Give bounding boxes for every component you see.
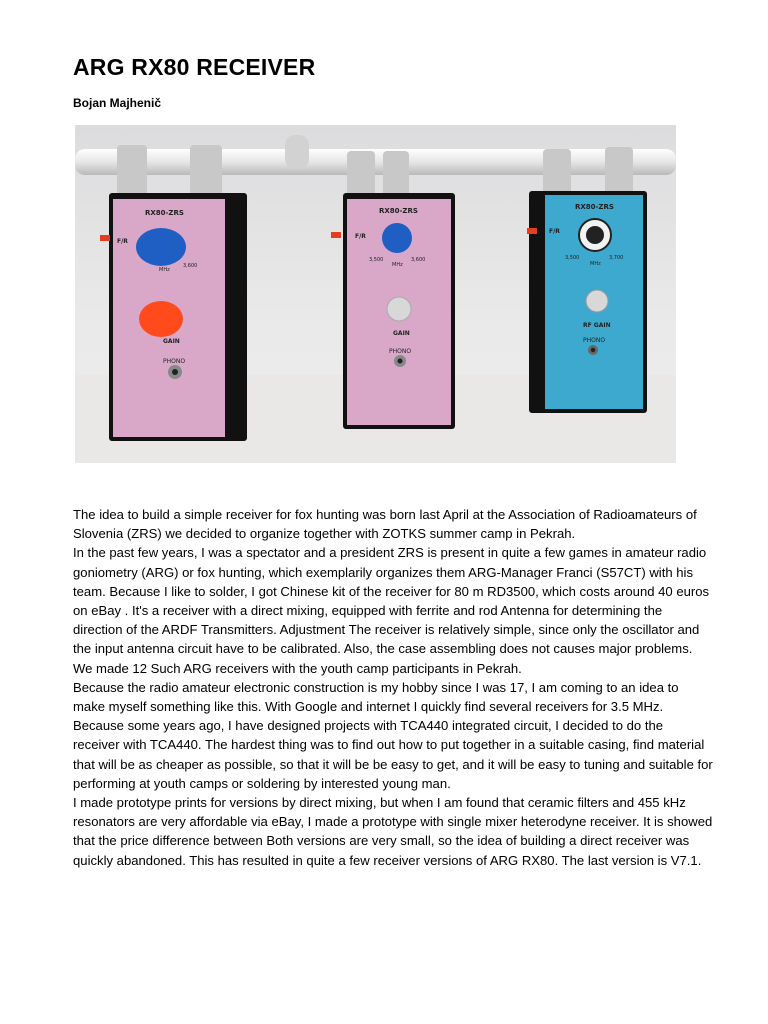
- receiver-1-freq-unit: MHz: [159, 267, 170, 273]
- receiver-2-phono-jack: [398, 359, 403, 364]
- receiver-1-switch-label: F/R: [117, 238, 128, 245]
- paragraph: I made prototype prints for versions by direct mixing, but when I am found that ceramic filters and 455 kHz resonators are very affordable via eBay, I made a prototype with single mixer heterodyne receiver. It is showed that the price difference between Both versions are very small, so the idea of building a direct receiver was quickly abandoned. This has resulted in quite a few receiver versions of ARG RX80. The last version is V7.1.: [73, 795, 713, 868]
- receivers-photo: [75, 125, 676, 463]
- author-name: Bojan Majhenič: [73, 96, 162, 110]
- receiver-3-freq-low: 3,500: [565, 255, 580, 261]
- receiver-1: [100, 193, 247, 441]
- paragraph: Because the radio amateur electronic construction is my hobby since I was 17, I am coming to an idea to make myself something like this. With Google and internet I quickly find several receivers for 3.5 MHz. Because some years ago, I have designed projects with TCA440 integrated circuit, I decided to do the receiver with TCA440. The hardest thing was to find out how to put together in a suitable casing, find material that will be as cheaper as possible, so that it will be be easy to get, and it will be easy to tuning and suitable for performing at youth camps or soldering by interested young man.: [73, 679, 713, 791]
- receiver-1-gain-knob: [139, 301, 183, 337]
- receiver-1-phono-jack: [172, 369, 178, 375]
- receiver-2-freq-high: 3,600: [411, 257, 426, 263]
- pipe-clamp: [190, 145, 222, 195]
- receiver-2-tuning-knob: [382, 223, 412, 253]
- receiver-3-phono-label: PHONO: [583, 337, 606, 344]
- receiver-2-freq-low: 3,500: [369, 257, 384, 263]
- receiver-2-switch-label: F/R: [355, 233, 366, 240]
- article-body: [73, 505, 713, 870]
- receiver-3-phono-jack: [591, 348, 595, 352]
- receiver-3-switch: [527, 228, 537, 234]
- pipe-clamp: [347, 151, 375, 197]
- page-title: ARG RX80 RECEIVER: [73, 54, 316, 80]
- receiver-2-gain-knob: [387, 297, 411, 321]
- pipe-clamp: [543, 149, 571, 195]
- receiver-1-phono-label: PHONO: [163, 358, 186, 365]
- receiver-2-gain-label: GAIN: [393, 330, 410, 337]
- antenna-pipe: [75, 149, 676, 175]
- receiver-1-tuning-knob: [136, 228, 186, 266]
- receiver-2-freq-unit: MHz: [392, 262, 403, 268]
- receiver-2-phono-label: PHONO: [389, 348, 412, 355]
- receiver-3-model: RX80-ZRS: [575, 203, 614, 211]
- receiver-3-gain-label: RF GAIN: [583, 322, 611, 329]
- receiver-1-freq-high: 3,600: [183, 263, 198, 269]
- receiver-1-gain-label: GAIN: [163, 338, 180, 345]
- paragraph: In the past few years, I was a spectator and a president ZRS is present in quite a few games in amateur radio goniometry (ARG) or fox hunting, which exemplarily organizes them ARG-Manager Franci (S57CT) with his team. Because I like to solder, I got Chinese kit of the receiver for 80 m RD3500, which costs around 40 euros on eBay . It's a receiver with a direct mixing, equipped with ferrite and rod Antenna for determining the direction of the ARDF Transmitters. Adjustment The receiver is relatively simple, since only the oscillator and the input antenna circuit have to be calibrated. Also, the case assembling does not causes major problems. We made 12 Such ARG receivers with the youth camp participants in Pekrah.: [73, 545, 710, 676]
- receiver-2-model: RX80-ZRS: [379, 207, 418, 215]
- receiver-3-tuning-knob: [586, 226, 604, 244]
- pipe-clamp: [605, 147, 633, 195]
- receiver-1-model: RX80-ZRS: [145, 209, 184, 217]
- receiver-3-freq-high: 3,700: [609, 255, 624, 261]
- receiver-3-freq-unit: MHz: [590, 261, 601, 267]
- receiver-1-switch: [100, 235, 110, 241]
- pipe-clamp: [117, 145, 147, 195]
- receiver-3: [527, 191, 647, 413]
- pipe-clamp: [383, 151, 409, 197]
- pipe-elbow: [285, 135, 309, 169]
- receiver-3-switch-label: F/R: [549, 228, 560, 235]
- receiver-2-switch: [331, 232, 341, 238]
- paragraph: The idea to build a simple receiver for fox hunting was born last April at the Association of Radioamateurs of Slovenia (ZRS) we decided to organize together with ZOTKS summer camp in Pekrah.: [73, 507, 697, 542]
- receiver-2: [331, 193, 455, 429]
- receiver-3-gain-knob: [586, 290, 608, 312]
